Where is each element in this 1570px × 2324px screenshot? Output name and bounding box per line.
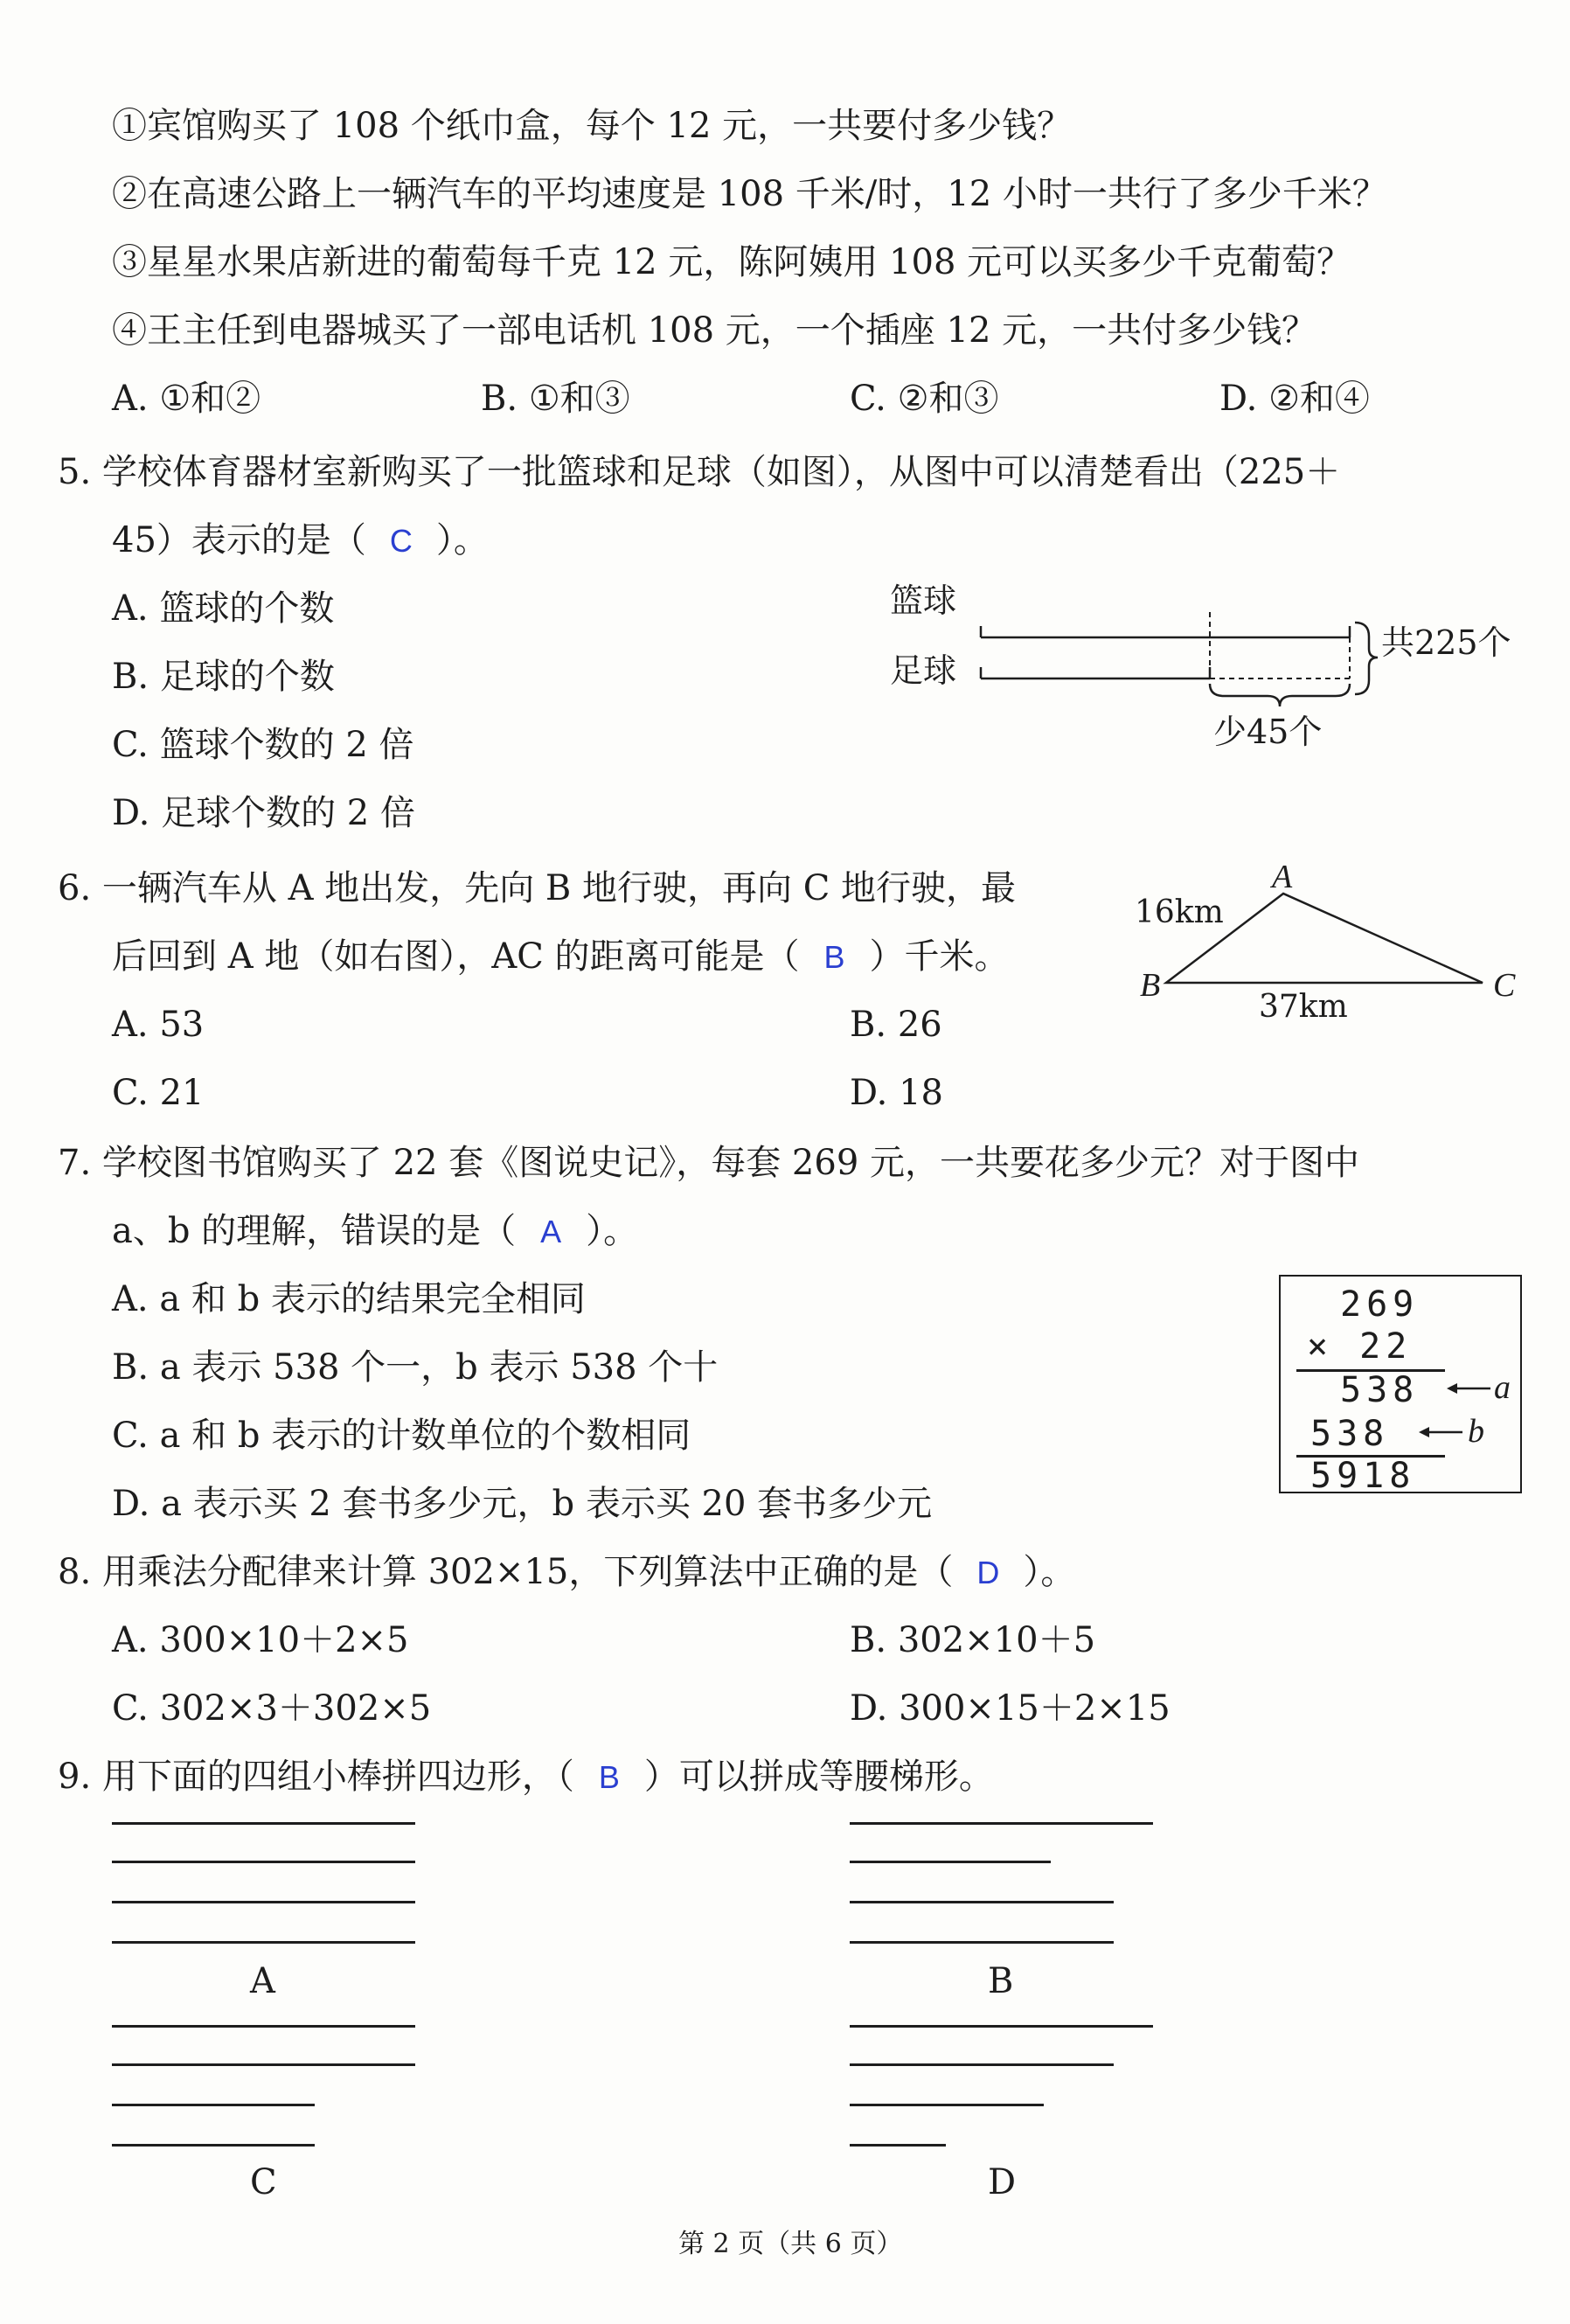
q5-stem-line2: 45）表示的是（ C ）。: [112, 520, 489, 560]
q8-option-b: B. 302×10＋5: [850, 1620, 1096, 1660]
calc-label-b: b: [1468, 1413, 1484, 1450]
q4-option-b: B. ①和③: [481, 379, 630, 419]
calc-arrows: [1281, 1277, 1520, 1496]
page-footer: 第 2 页（共 6 页）: [678, 2229, 903, 2259]
q8-stem: 8. 用乘法分配律来计算 302×15，下列算法中正确的是（ D ）。: [58, 1552, 1076, 1592]
calc-partial-b: 538: [1310, 1414, 1390, 1454]
q6-option-a: A. 53: [112, 1005, 205, 1045]
stick-set-label-d: D: [988, 2162, 1017, 2202]
q5-option-d: D. 足球个数的 2 倍: [112, 793, 415, 833]
q6-option-c: C. 21: [112, 1073, 205, 1113]
vertical-multiplication-box: [1279, 1275, 1522, 1496]
q6-answer: B: [823, 939, 845, 975]
triangle-side-bc: 37km: [1259, 989, 1348, 1025]
triangle-vertex-b: B: [1140, 967, 1161, 1004]
q8-option-d: D. 300×15＋2×15: [850, 1688, 1171, 1729]
diagram-total-label: 共225个: [1381, 623, 1511, 662]
q6-stem-line2: 后回到 A 地（如右图），AC 的距离可能是（ B ）千米。: [112, 936, 1010, 977]
q4-item-4: ④王主任到电器城买了一部电话机 108 元，一个插座 12 元，一共付多少钱？: [112, 310, 1317, 351]
q7-stem-line1: 7. 学校图书馆购买了 22 套《图说史记》，每套 269 元，一共要花多少元？对于图中: [58, 1143, 1359, 1183]
diagram-less-label: 少45个: [1213, 713, 1323, 751]
q8-option-a: A. 300×10＋2×5: [112, 1620, 409, 1660]
triangle-vertex-a: A: [1272, 859, 1293, 895]
q4-option-d: D. ②和④: [1219, 379, 1370, 419]
q9-stem: 9. 用下面的四组小棒拼四边形，（ B ）可以拼成等腰梯形。: [58, 1757, 994, 1797]
q7-option-a: A. a 和 b 表示的结果完全相同: [112, 1279, 586, 1319]
stick-set-label-c: C: [250, 2162, 277, 2202]
q6-stem-line1: 6. 一辆汽车从 A 地出发，先向 B 地行驶，再向 C 地行驶，最: [58, 868, 1017, 908]
calc-multiplicand: 269: [1340, 1284, 1420, 1325]
triangle-vertex-c: C: [1493, 967, 1516, 1004]
diagram-label-football: 足球: [890, 651, 957, 690]
q5-option-b: B. 足球的个数: [112, 657, 335, 697]
q7-stem-line2: a、b 的理解，错误的是（ A ）。: [112, 1211, 639, 1251]
q7-option-d: D. a 表示买 2 套书多少元，b 表示买 20 套书多少元: [112, 1484, 933, 1524]
diagram-label-basketball: 篮球: [890, 581, 957, 620]
stick-set-label-b: B: [988, 1961, 1014, 2001]
q6-option-b: B. 26: [850, 1005, 942, 1045]
q5-option-a: A. 篮球的个数: [112, 588, 335, 629]
stick-set-label-a: A: [250, 1961, 275, 2001]
calc-result: 5918: [1310, 1456, 1416, 1496]
q8-answer: D: [976, 1555, 1000, 1590]
q7-option-c: C. a 和 b 表示的计数单位的个数相同: [112, 1416, 691, 1456]
q8-option-c: C. 302×3＋302×5: [112, 1688, 432, 1729]
q4-option-a: A. ①和②: [112, 379, 261, 419]
q4-item-2: ②在高速公路上一辆汽车的平均速度是 108 千米/时，12 小时一共行了多少千米？: [112, 174, 1387, 214]
q9-answer: B: [598, 1759, 620, 1795]
q4-option-c: C. ②和③: [850, 379, 999, 419]
q5-answer: C: [389, 523, 413, 559]
calc-label-a: a: [1494, 1369, 1511, 1406]
q7-answer: A: [540, 1214, 562, 1249]
calc-multiplier: × 22: [1307, 1326, 1413, 1367]
triangle-side-ab: 16km: [1135, 894, 1224, 930]
calc-partial-a: 538: [1340, 1370, 1420, 1410]
q5-option-c: C. 篮球个数的 2 倍: [112, 725, 414, 765]
q4-item-1: ①宾馆购买了 108 个纸巾盒，每个 12 元，一共要付多少钱？: [112, 106, 1073, 146]
q7-option-b: B. a 表示 538 个一，b 表示 538 个十: [112, 1347, 719, 1388]
q4-item-3: ③星星水果店新进的葡萄每千克 12 元，陈阿姨用 108 元可以买多少千克葡萄？: [112, 242, 1352, 282]
q6-option-d: D. 18: [850, 1073, 943, 1113]
q5-stem-line1: 5. 学校体育器材室新购买了一批篮球和足球（如图），从图中可以清楚看出（225＋: [58, 452, 1341, 492]
